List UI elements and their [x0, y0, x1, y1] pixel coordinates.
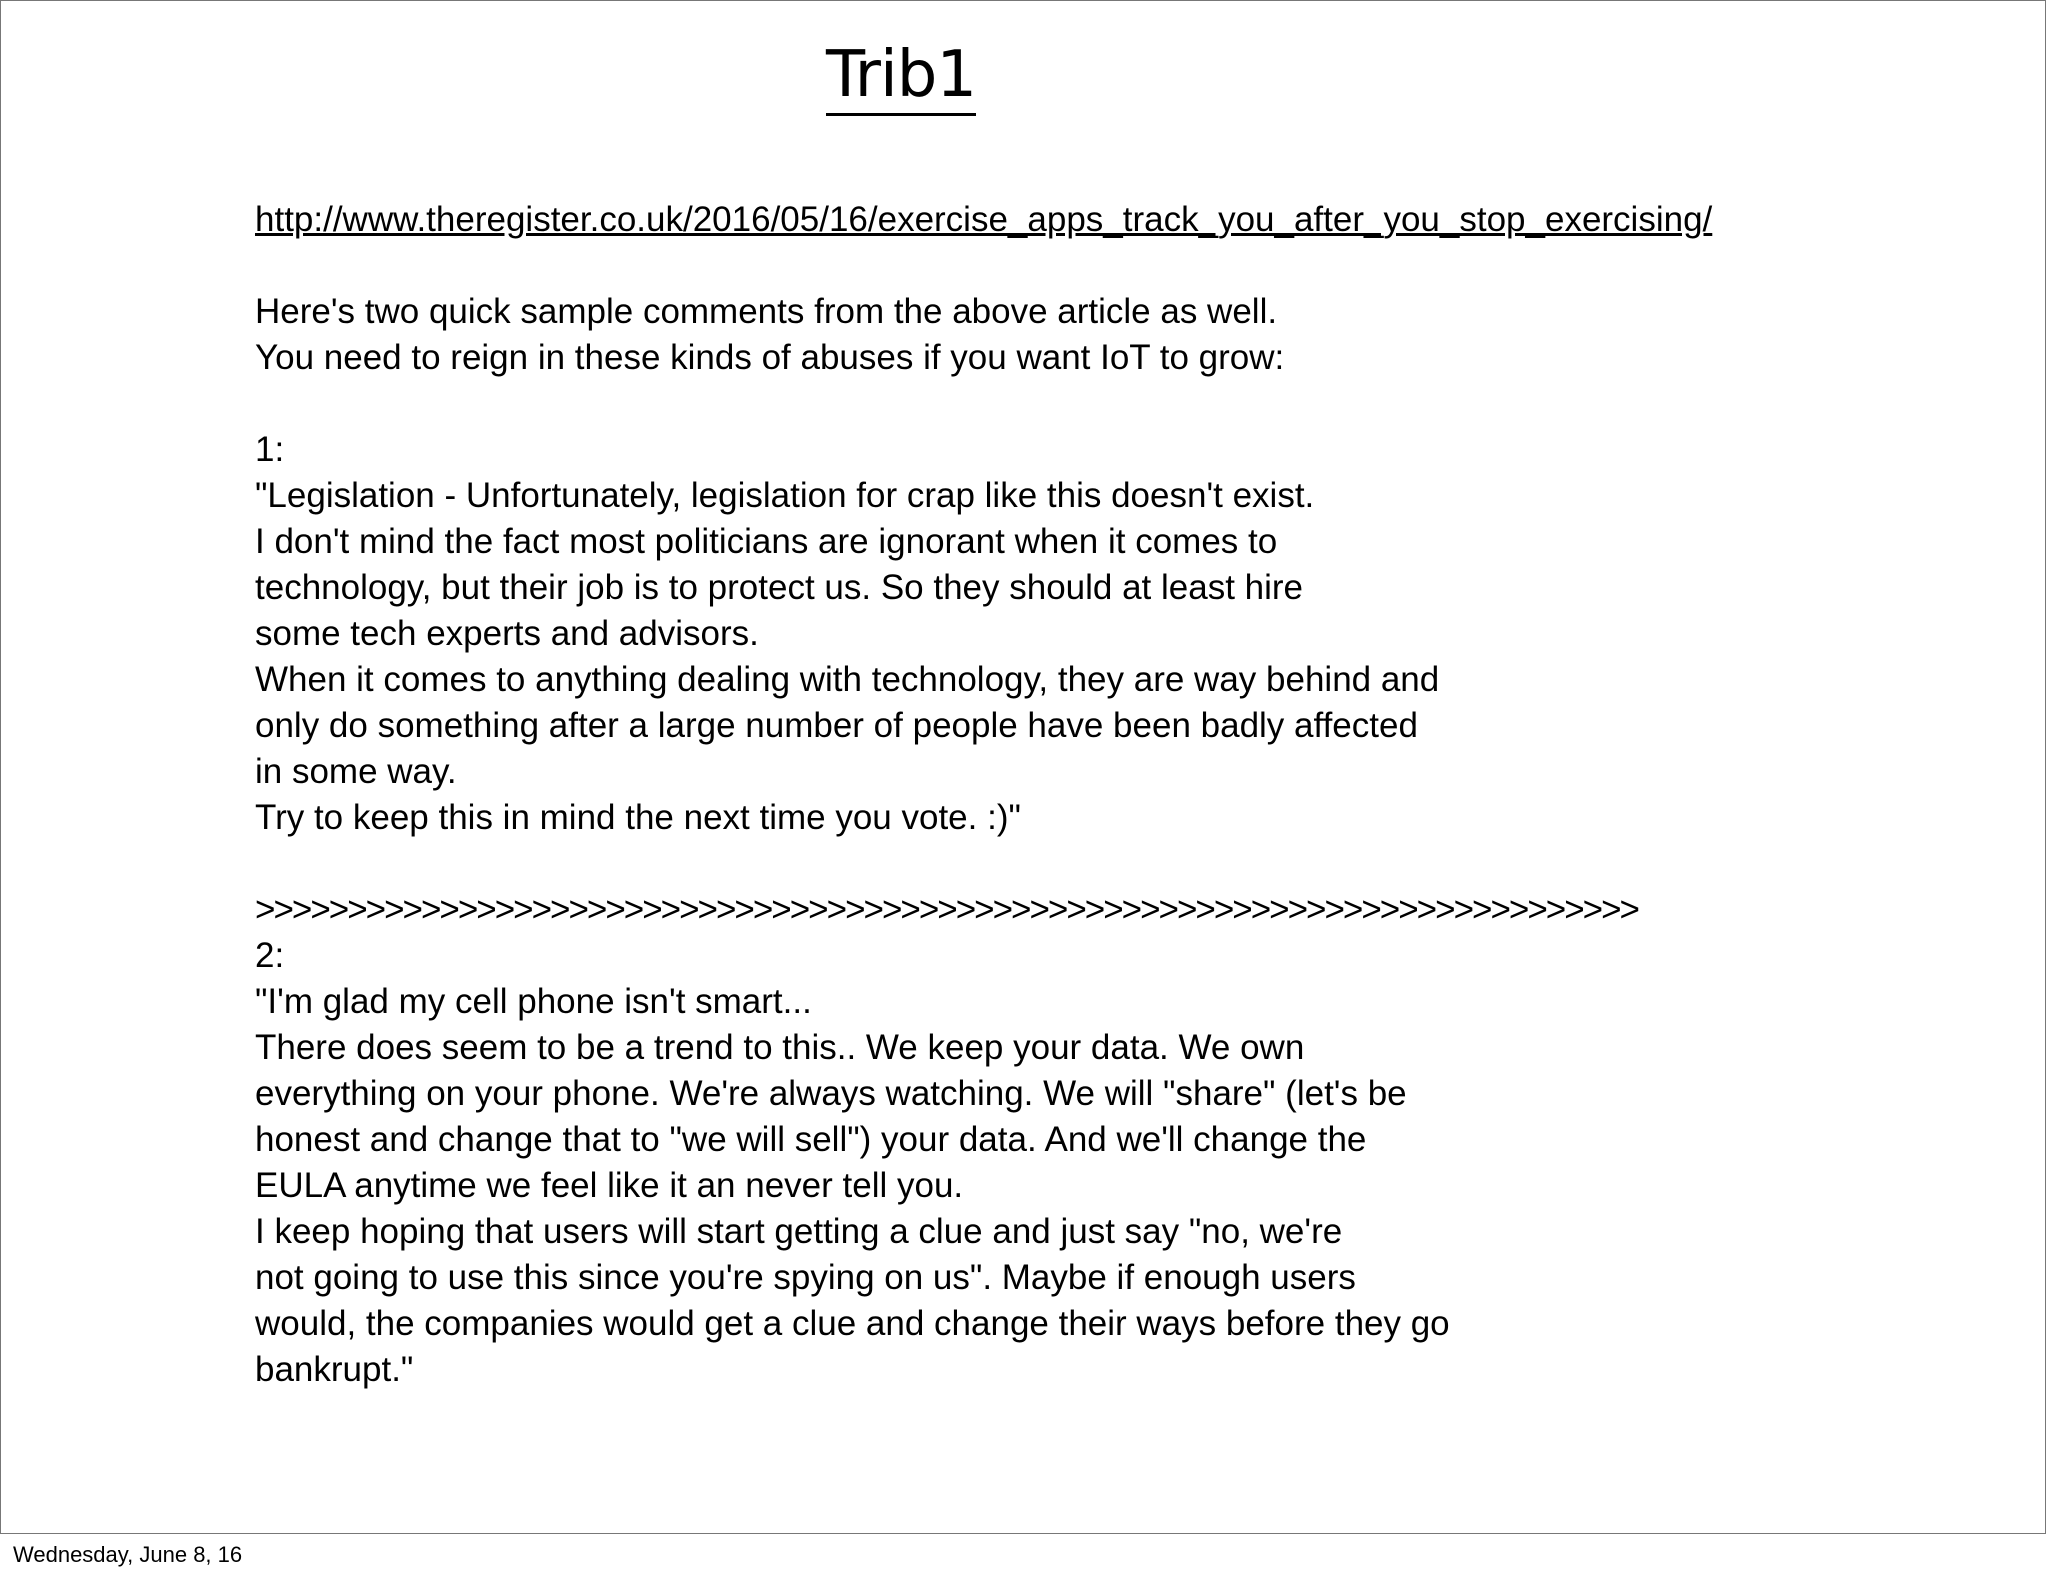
comment-2-line: would, the companies would get a clue and change their ways before they go: [255, 1304, 1450, 1343]
comment-1-line: only do something after a large number of people have been badly affected: [255, 706, 1418, 745]
comment-1-line: When it comes to anything dealing with technology, they are way behind and: [255, 660, 1440, 699]
slide-title: [1, 35, 1801, 116]
footer-date: Wednesday, June 8, 16: [13, 1542, 243, 1567]
comment-1-number: 1:: [255, 430, 285, 469]
comment-1-line: in some way.: [255, 752, 457, 791]
comment-2-line: honest and change that to "we will sell") your data. And we'll change the: [255, 1120, 1367, 1159]
comment-2-number: 2:: [255, 936, 285, 975]
comment-2-line: There does seem to be a trend to this.. We keep your data. We own: [255, 1028, 1305, 1067]
article-link[interactable]: http://www.theregister.co.uk/2016/05/16/exercise_apps_track_you_after_you_stop_exercising/: [255, 200, 1713, 239]
comment-2-line: everything on your phone. We're always watching. We will "share" (let's be: [255, 1074, 1407, 1113]
spacer: [255, 841, 1875, 887]
comment-2-line: not going to use this since you're spying on us". Maybe if enough users: [255, 1258, 1356, 1297]
spacer: [255, 381, 1875, 427]
comment-1-line: I don't mind the fact most politicians are ignorant when it comes to: [255, 522, 1278, 561]
slide-body: [255, 197, 1875, 1393]
intro-line: You need to reign in these kinds of abuses if you want IoT to grow:: [255, 338, 1285, 377]
slide-title-text: Trib1: [826, 37, 976, 116]
comment-1-line: technology, but their job is to protect us. So they should at least hire: [255, 568, 1304, 607]
comment-2-line: "I'm glad my cell phone isn't smart...: [255, 982, 812, 1021]
comment-1-line: Try to keep this in mind the next time you vote. :)": [255, 798, 1021, 837]
comment-2-line: I keep hoping that users will start getting a clue and just say "no, we're: [255, 1212, 1343, 1251]
intro-line: Here's two quick sample comments from the above article as well.: [255, 292, 1278, 331]
comment-2-line: EULA anytime we feel like it an never tell you.: [255, 1166, 964, 1205]
separator-arrows: >>>>>>>>>>>>>>>>>>>>>>>>>>>>>>>>>>>>>>>>>>>>>>>>>>>>>>>>>>>>>>>>>>>>>>>>>>>: [255, 890, 1638, 929]
comment-1-line: some tech experts and advisors.: [255, 614, 759, 653]
comment-2-line: bankrupt.": [255, 1350, 414, 1389]
spacer: [255, 243, 1875, 289]
comment-1-line: "Legislation - Unfortunately, legislation for crap like this doesn't exist.: [255, 476, 1315, 515]
